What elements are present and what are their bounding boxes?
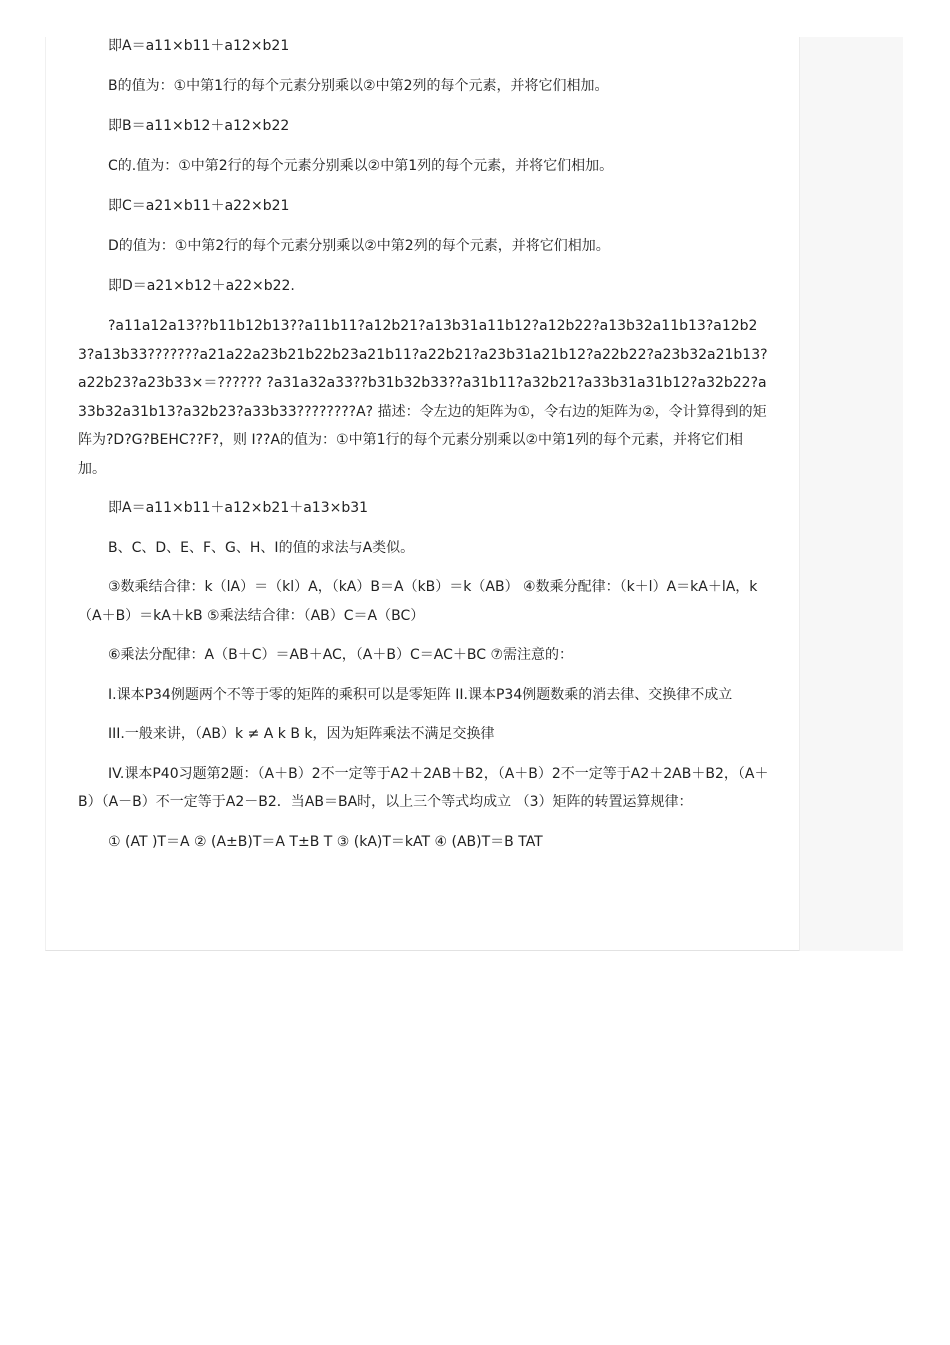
paragraph-3x3-matrix-product: ?a11a12a13??b11b12b13??a11b11?a12b21?a13b31a11b12?a12b22?a13b32a11b13?a12b23?a13b33???????a21a22a23b21b22b23a21b11?a22b21?a23b31a21b12?a22b22?a23b32a21b13?a22b23?a23b33×＝?????? ?a31a32a33??b31b32b33??a31b11?a32b21?a33b31a31b12?a32b22?a33b32a31b13?a32b23?a33b33????????A? 描述：令左边的矩阵为①，令右边的矩阵为②，令计算得到的矩阵为?D?G?BEHC??F?，则 I??A的值为：①中第1行的每个元素分别乘以②中第1列的每个元素，并将它们相加。 xyxy=(78,318,768,477)
paragraph-b-description: B的值为：①中第1行的每个元素分别乘以②中第2列的每个元素，并将它们相加。 xyxy=(108,78,609,94)
paragraph-note-i-ii: I.课本P34例题两个不等于零的矩阵的乘积可以是零矩阵 II.课本P34例题数乘的消去律、交换律不成立 xyxy=(108,686,733,703)
paragraph-c-formula: 即C＝a21×b11＋a22×b21 xyxy=(108,198,290,214)
side-panel xyxy=(799,37,903,951)
paragraph-a-formula: 即A＝a11×b11＋a12×b21 xyxy=(108,38,290,54)
paragraph-d-description: D的值为：①中第2行的每个元素分别乘以②中第2列的每个元素，并将它们相加。 xyxy=(108,238,610,254)
paragraph-distributive-law: ⑥乘法分配律：A（B＋C）＝AB＋AC，（A＋B）C＝AC＋BC ⑦需注意的： xyxy=(108,647,573,663)
paragraph-a-3x3-formula: 即A＝a11×b11＋a12×b21＋a13×b31 xyxy=(108,500,369,516)
paragraph-c-description: C的.值为：①中第2行的每个元素分别乘以②中第1列的每个元素，并将它们相加。 xyxy=(108,158,614,174)
paragraph-other-elements: B、C、D、E、F、G、H、I的值的求法与A类似。 xyxy=(108,539,415,556)
paragraph-b-formula: 即B＝a11×b12＋a12×b22 xyxy=(108,118,290,134)
paragraph-note-iv: IV.课本P40习题第2题：（A＋B）2不一定等于A2＋2AB＋B2，（A＋B）2不一定等于A2＋2AB＋B2，（A＋B）（A－B）不一定等于A2－B2．当AB＝BA时，以上三个等式均成立 （3）矩阵的转置运算规律： xyxy=(78,765,769,810)
paragraph-d-formula: 即D＝a21×b12＋a22×b22. xyxy=(108,278,295,294)
document-body xyxy=(78,32,770,856)
paragraph-scalar-laws: ③数乘结合律：k（lA）＝（kl）A，（kA）B＝A（kB）＝k（AB） ④数乘分配律：（k＋l）A＝kA＋lA，k（A＋B）＝kA＋kB ⑤乘法结合律：（AB）C＝A（BC） xyxy=(78,579,758,624)
paragraph-transpose-rules: ① (AT )T＝A ② (A±B)T＝A T±B T ③ (kA)T＝kAT ④ (AB)T＝B TAT xyxy=(108,833,543,850)
paragraph-note-iii: III.一般来讲，（AB）k ≠ A k B k，因为矩阵乘法不满足交换律 xyxy=(108,726,495,742)
